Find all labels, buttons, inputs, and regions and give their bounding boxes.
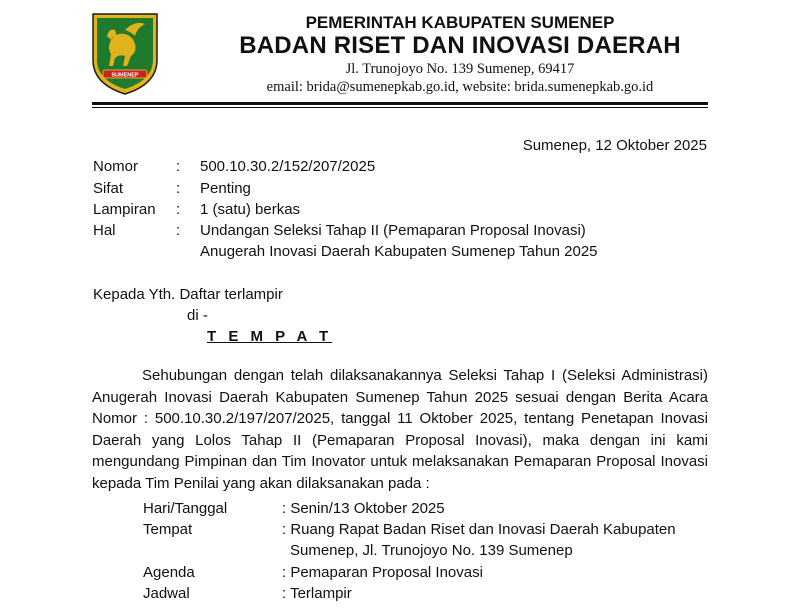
recipient-place: T E M P A T: [207, 328, 333, 345]
meta-label-lampiran: Lampiran: [93, 201, 156, 218]
meta-value-hal: Undangan Seleksi Tahap II (Pemaparan Proposal Inovasi): [200, 222, 586, 239]
schedule-value-place: : Ruang Rapat Badan Riset dan Inovasi Daerah Kabupaten: [282, 521, 676, 538]
letterhead-rule-thin: [92, 107, 708, 108]
agency-name: BADAN RISET DAN INOVASI DAERAH: [239, 32, 681, 59]
meta-sep: :: [176, 158, 181, 175]
schedule-label-jadwal: Jadwal: [143, 585, 190, 602]
schedule-label-agenda: Agenda: [143, 564, 195, 581]
meta-sep: :: [176, 222, 181, 239]
regency-logo: [91, 10, 159, 96]
letterhead-rule-thick: [92, 102, 708, 105]
letter-date: Sumenep, 12 Oktober 2025: [522, 137, 707, 154]
meta-sep: :: [176, 180, 181, 197]
recipient-di: di -: [187, 307, 208, 324]
government-name: PEMERINTAH KABUPATEN SUMENEP: [305, 13, 615, 32]
schedule-value-jadwal: : Terlampir: [282, 585, 352, 602]
schedule-value-day: : Senin/13 Oktober 2025: [282, 500, 445, 517]
schedule-label-place: Tempat: [143, 521, 193, 538]
schedule-label-day: Hari/Tanggal: [143, 500, 228, 517]
body-paragraph: Sehubungan dengan telah dilaksanakannya Seleksi Tahap I (Seleksi Administrasi) Anugerah Inovasi Daerah Kabupaten Sumenep Tahun 2025 sesuai dengan Berita Acara Nomor : 500.10.30.2/197/207/2025, tanggal 11 Oktober 2025, tentang Penetapan Inovasi Daerah yang Lolos Tahap II (Pemaparan Proposal Inovasi), maka dengan ini kami mengundang Pimpinan dan Tim Inovator untuk melaksanakan Pemaparan Proposal Inovasi kepada Tim Penilai yang akan dilaksanakan pada :: [92, 367, 708, 492]
agency-contact: email: brida@sumenepkab.go.id, website: brida.sumenepkab.go.id: [266, 79, 654, 95]
meta-value-sifat: Penting: [200, 180, 251, 197]
meta-label-nomor: Nomor: [93, 158, 139, 175]
schedule-value-agenda: : Pemaparan Proposal Inovasi: [282, 564, 483, 581]
recipient-line: Kepada Yth. Daftar terlampir: [93, 286, 283, 303]
meta-value-lampiran: 1 (satu) berkas: [200, 201, 301, 218]
agency-address: Jl. Trunojoyo No. 139 Sumenep, 69417: [345, 61, 575, 77]
meta-value-nomor: 500.10.30.2/152/207/2025: [200, 158, 376, 175]
meta-label-sifat: Sifat: [93, 180, 124, 197]
meta-label-hal: Hal: [93, 222, 116, 239]
meta-sep: :: [176, 201, 181, 218]
logo-banner-text: SUMENEP: [111, 72, 139, 79]
meta-value-hal-line2: Anugerah Inovasi Daerah Kabupaten Sumenep Tahun 2025: [200, 243, 598, 260]
schedule-value-place-line2: Sumenep, Jl. Trunojoyo No. 139 Sumenep: [290, 542, 573, 559]
